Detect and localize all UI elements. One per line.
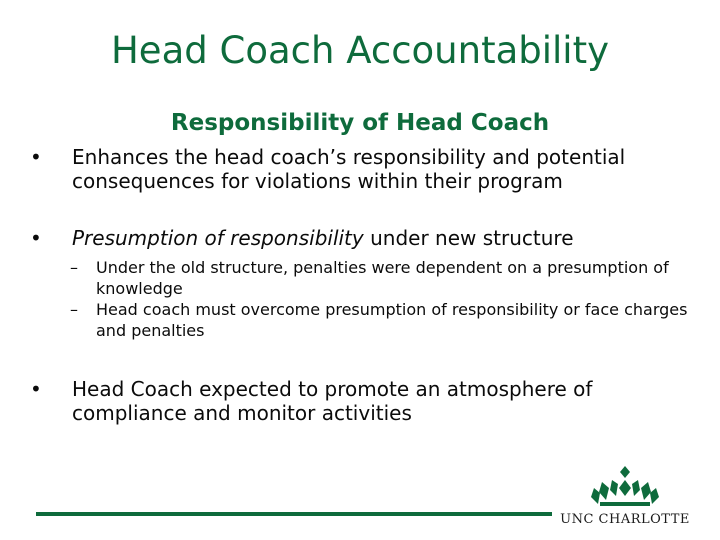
crown-crest-icon — [556, 462, 694, 512]
footer-divider — [36, 512, 552, 516]
bullet-italic-text: Presumption of responsibility — [72, 226, 364, 250]
bullet-marker: • — [30, 226, 42, 250]
bullet-text: Head Coach expected to promote an atmosphere of compliance and monitor activities — [72, 377, 593, 425]
subbullet-item-1 — [70, 257, 690, 299]
subbullet-marker: – — [70, 258, 78, 277]
bullet-text-container — [72, 226, 690, 250]
unc-charlotte-logo — [556, 462, 694, 532]
subbullet-list — [70, 257, 690, 341]
bullet-marker: • — [30, 377, 42, 401]
logo-text: UNC CHARLOTTE — [560, 512, 690, 527]
subheading: Responsibility of Head Coach — [170, 110, 550, 136]
page-title: Head Coach Accountability — [110, 29, 609, 72]
bullet-item-1 — [30, 145, 690, 193]
bullet-item-2 — [30, 226, 690, 250]
bullet-item-3 — [30, 377, 690, 425]
subbullet-text: Under the old structure, penalties were dependent on a presumption of knowledge — [96, 258, 669, 298]
bullet-marker: • — [30, 145, 42, 169]
bullet-text: under new structure — [363, 226, 574, 250]
subbullet-marker: – — [70, 300, 78, 319]
subbullet-item-2 — [70, 299, 690, 341]
bullet-text: Enhances the head coach’s responsibility and potential consequences for violations within their program — [72, 145, 626, 193]
subbullet-text: Head coach must overcome presumption of responsibility or face charges and penalties — [96, 300, 688, 340]
